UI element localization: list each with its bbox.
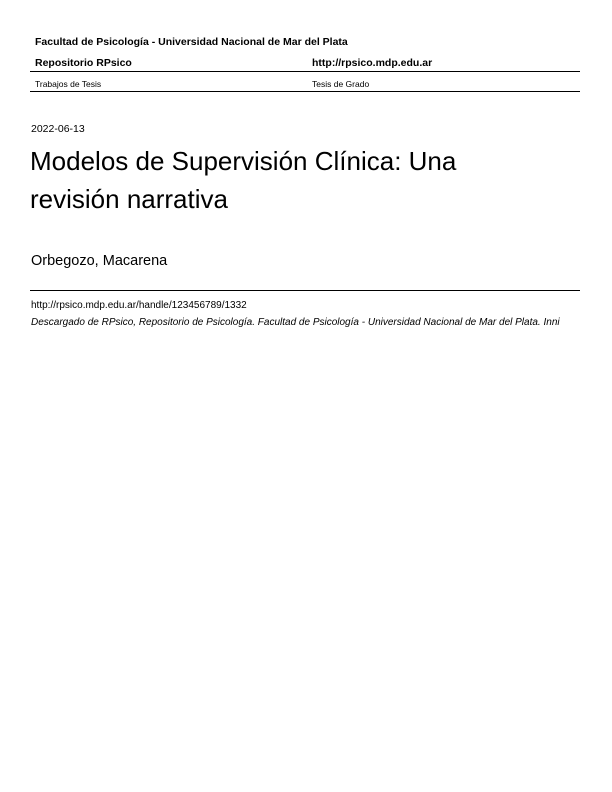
repository-name: Repositorio RPsico (35, 57, 132, 69)
author-name: Orbegozo, Macarena (31, 253, 168, 269)
document-type-label: Tesis de Grado (312, 79, 370, 89)
faculty-name: Facultad de Psicología - Universidad Nacional de Mar del Plata (35, 36, 348, 48)
header-divider-bottom (30, 91, 580, 92)
header-divider-top (30, 71, 580, 72)
download-note: Descargado de RPsico, Repositorio de Psicología. Facultad de Psicología - Universidad Nacional de Mar del Plata. Inni (31, 317, 560, 328)
handle-url-link[interactable]: http://rpsico.mdp.edu.ar/handle/123456789/1332 (31, 300, 247, 311)
collection-label: Trabajos de Tesis (35, 79, 102, 89)
repository-url-link[interactable]: http://rpsico.mdp.edu.ar (312, 57, 433, 69)
publication-date: 2022-06-13 (31, 123, 85, 135)
footer-divider (30, 290, 580, 291)
document-title: Modelos de Supervisión Clínica: Una revisión narrativa (30, 146, 457, 214)
